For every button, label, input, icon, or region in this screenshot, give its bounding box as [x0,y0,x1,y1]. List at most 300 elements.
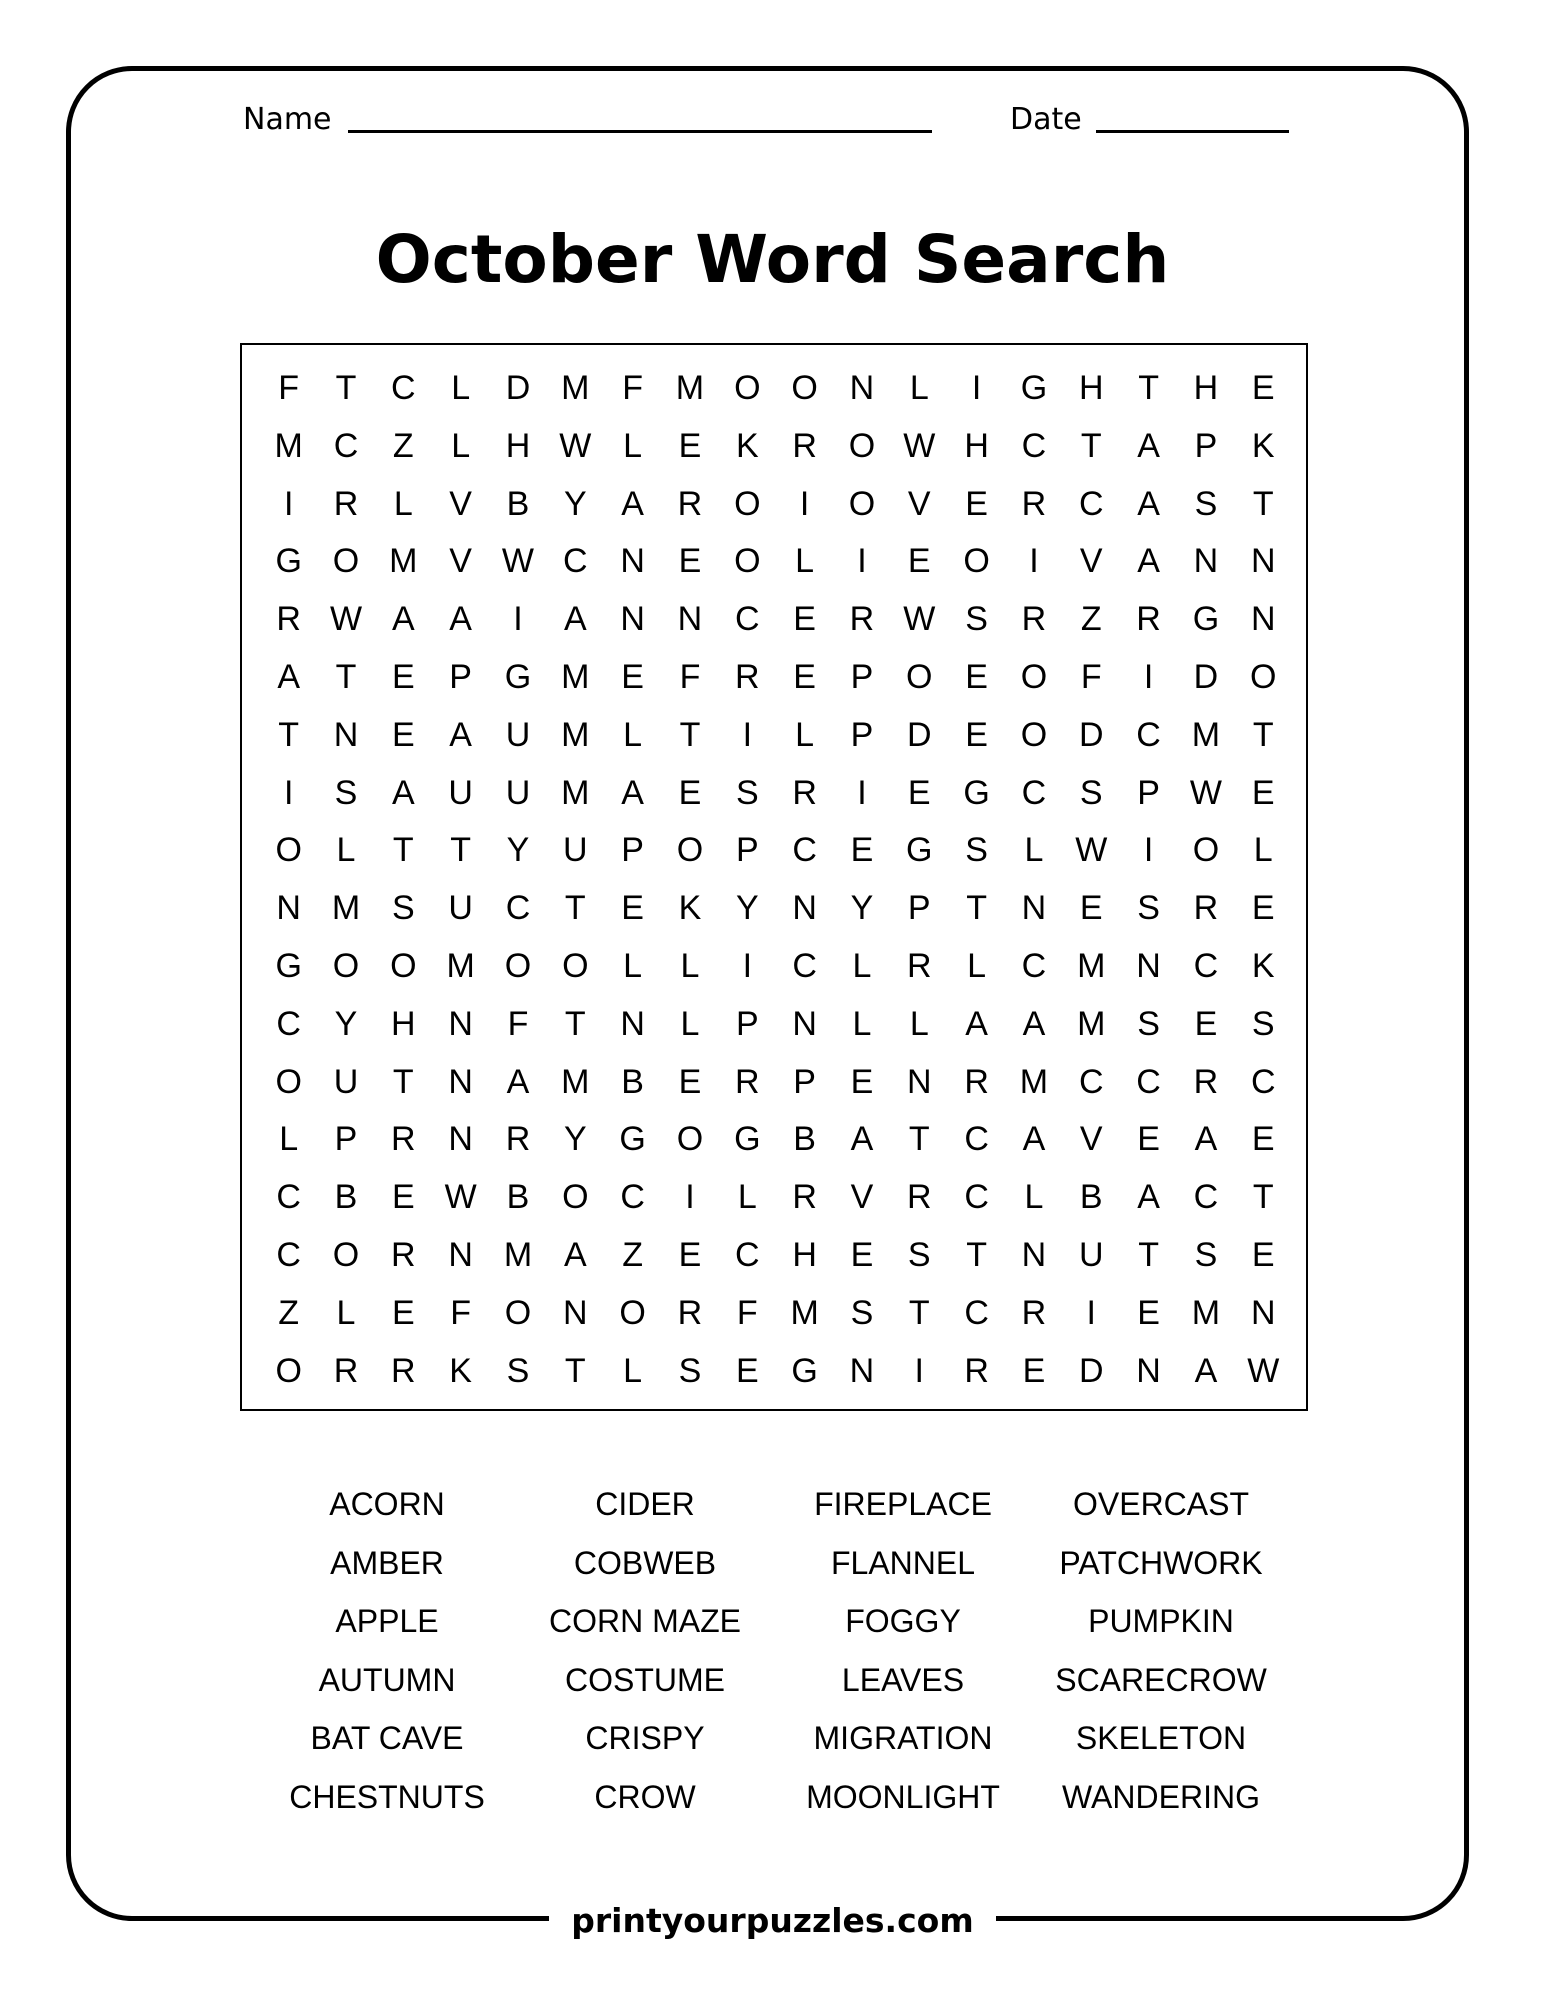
grid-letter[interactable]: O [734,484,761,523]
grid-letter[interactable]: O [848,484,876,523]
grid-letter[interactable]: I [685,1178,695,1217]
grid-letter[interactable]: C [1021,773,1047,812]
grid-letter[interactable]: R [391,1351,416,1390]
grid-letter[interactable]: A [1137,542,1160,581]
grid-letter[interactable]: N [906,1062,932,1101]
grid-letter[interactable]: P [1194,426,1218,465]
grid-letter[interactable]: H [1078,369,1104,407]
grid-letter[interactable]: R [735,1062,760,1101]
grid-letter[interactable]: N [1250,542,1276,581]
grid-letter[interactable]: H [792,1235,817,1274]
grid-letter[interactable]: W [903,426,936,465]
grid-letter[interactable]: E [965,484,988,523]
grid-letter[interactable]: M [1191,1293,1221,1332]
grid-letter[interactable]: T [564,1351,586,1390]
grid-letter[interactable]: T [908,1293,930,1332]
grid-letter[interactable]: B [621,1062,644,1101]
grid-letter[interactable]: L [623,1351,643,1390]
grid-letter[interactable]: C [792,831,817,870]
grid-letter[interactable]: I [857,773,867,812]
grid-letter[interactable]: W [1075,831,1108,870]
grid-letter[interactable]: Z [392,426,414,465]
grid-letter[interactable]: N [849,1351,875,1390]
grid-letter[interactable]: R [505,1120,531,1159]
grid-letter[interactable]: T [335,369,357,407]
grid-letter[interactable]: E [1251,889,1275,928]
grid-letter[interactable]: L [852,1004,872,1043]
grid-letter[interactable]: B [1079,1178,1103,1217]
grid-letter[interactable]: C [333,426,359,465]
grid-letter[interactable]: W [1189,773,1222,812]
grid-letter[interactable]: M [389,542,418,581]
grid-letter[interactable]: U [563,831,588,870]
grid-letter[interactable]: L [336,1293,356,1332]
grid-letter[interactable]: E [678,773,702,812]
grid-letter[interactable]: M [446,946,475,985]
grid-letter[interactable]: R [964,1351,989,1390]
grid-letter[interactable]: E [907,773,931,812]
grid-letter[interactable]: T [450,831,472,870]
grid-letter[interactable]: R [964,1062,989,1101]
grid-letter[interactable]: O [734,369,761,407]
grid-letter[interactable]: T [1080,426,1102,465]
grid-letter[interactable]: E [391,657,415,696]
grid-letter[interactable]: P [1137,773,1160,812]
grid-letter[interactable]: I [742,715,753,754]
grid-letter[interactable]: P [907,889,931,928]
grid-letter[interactable]: T [564,1004,586,1043]
grid-letter[interactable]: C [1193,946,1219,985]
grid-letter[interactable]: M [503,1235,533,1274]
grid-letter[interactable]: F [736,1293,758,1332]
grid-letter[interactable]: P [850,657,874,696]
grid-letter[interactable]: K [1251,946,1275,985]
grid-letter[interactable]: Z [622,1235,644,1274]
grid-letter[interactable]: Y [563,484,587,523]
grid-letter[interactable]: M [561,773,590,812]
grid-letter[interactable]: N [448,1235,473,1274]
grid-letter[interactable]: C [620,1178,645,1217]
grid-letter[interactable]: Z [278,1293,300,1332]
grid-letter[interactable]: D [1078,1351,1104,1390]
grid-letter[interactable]: C [964,1178,989,1217]
grid-letter[interactable]: U [448,889,473,928]
grid-letter[interactable]: G [275,542,302,581]
grid-letter[interactable]: N [849,369,875,407]
grid-letter[interactable]: R [1193,889,1219,928]
grid-letter[interactable]: P [621,831,644,870]
grid-letter[interactable]: K [449,1351,472,1390]
grid-letter[interactable]: L [680,946,700,985]
grid-letter[interactable]: A [563,1235,587,1274]
grid-letter[interactable]: G [619,1120,646,1159]
grid-letter[interactable]: S [735,773,759,812]
grid-letter[interactable]: B [793,1120,816,1159]
grid-letter[interactable]: O [906,657,933,696]
grid-letter[interactable]: D [1193,657,1219,696]
grid-letter[interactable]: E [793,600,816,639]
grid-letter[interactable]: T [392,831,414,870]
grid-letter[interactable]: R [677,1293,703,1332]
grid-letter[interactable]: G [275,946,302,985]
grid-letter[interactable]: S [1079,773,1103,812]
grid-letter[interactable]: G [963,773,990,812]
grid-letter[interactable]: O [504,946,532,985]
grid-letter[interactable]: E [793,657,816,696]
grid-letter[interactable]: F [622,369,644,407]
grid-letter[interactable]: R [276,600,301,639]
grid-letter[interactable]: N [620,600,645,639]
grid-letter[interactable]: H [391,1004,416,1043]
grid-letter[interactable]: M [561,369,590,407]
grid-letter[interactable]: L [967,946,987,985]
grid-letter[interactable]: K [1251,426,1275,465]
name-line[interactable] [348,130,932,133]
grid-letter[interactable]: C [964,1293,989,1332]
grid-letter[interactable]: P [334,1120,358,1159]
grid-letter[interactable]: R [1021,484,1047,523]
grid-letter[interactable]: E [621,889,644,928]
grid-letter[interactable]: D [1078,715,1104,754]
grid-letter[interactable]: P [793,1062,816,1101]
grid-letter[interactable]: O [676,1120,704,1159]
grid-letter[interactable]: M [1077,1004,1106,1043]
grid-letter[interactable]: E [391,1293,415,1332]
grid-letter[interactable]: I [283,773,294,812]
grid-letter[interactable]: E [678,1235,702,1274]
grid-letter[interactable]: C [1136,715,1161,754]
grid-letter[interactable]: B [506,484,530,523]
grid-letter[interactable]: A [391,600,415,639]
grid-letter[interactable]: C [735,1235,760,1274]
grid-letter[interactable]: W [903,600,936,639]
grid-letter[interactable]: O [1250,657,1277,696]
grid-letter[interactable]: T [335,657,357,696]
grid-letter[interactable]: N [792,1004,817,1043]
grid-letter[interactable]: W [1247,1351,1280,1390]
grid-letter[interactable]: M [274,426,303,465]
grid-letter[interactable]: R [1136,600,1161,639]
grid-letter[interactable]: R [677,484,703,523]
grid-letter[interactable]: C [1136,1062,1161,1101]
grid-letter[interactable]: S [506,1351,530,1390]
grid-letter[interactable]: K [678,889,702,928]
grid-letter[interactable]: E [678,426,702,465]
grid-letter[interactable]: C [391,369,416,407]
grid-letter[interactable]: S [965,831,988,870]
grid-letter[interactable]: T [564,889,586,928]
grid-letter[interactable]: O [562,1178,589,1217]
grid-letter[interactable]: T [392,1062,414,1101]
grid-letter[interactable]: F [507,1004,529,1043]
grid-letter[interactable]: S [907,1235,931,1274]
grid-letter[interactable]: A [621,773,644,812]
grid-letter[interactable]: A [1137,1178,1160,1217]
grid-letter[interactable]: O [504,1293,532,1332]
grid-letter[interactable]: T [1252,715,1274,754]
grid-letter[interactable]: A [1194,1120,1218,1159]
grid-letter[interactable]: L [909,1004,929,1043]
grid-letter[interactable]: O [619,1293,646,1332]
grid-letter[interactable]: U [1078,1235,1104,1274]
grid-letter[interactable]: K [735,426,759,465]
grid-letter[interactable]: G [791,1351,818,1390]
grid-letter[interactable]: V [907,484,931,523]
grid-letter[interactable]: N [448,1004,473,1043]
grid-letter[interactable]: G [504,657,532,696]
grid-letter[interactable]: I [1143,657,1154,696]
grid-letter[interactable]: V [1079,542,1103,581]
grid-letter[interactable]: L [1024,1178,1044,1217]
grid-letter[interactable]: D [906,715,932,754]
grid-letter[interactable]: R [333,484,359,523]
grid-letter[interactable]: A [1194,1351,1218,1390]
grid-letter[interactable]: I [742,946,753,985]
grid-letter[interactable]: S [850,1293,874,1332]
grid-letter[interactable]: E [391,715,415,754]
grid-letter[interactable]: T [1252,1178,1274,1217]
grid-letter[interactable]: L [1253,831,1273,870]
grid-letter[interactable]: R [906,1178,932,1217]
grid-letter[interactable]: A [449,600,472,639]
grid-letter[interactable]: L [737,1178,757,1217]
grid-letter[interactable]: N [276,889,301,928]
grid-letter[interactable]: S [1137,889,1160,928]
grid-letter[interactable]: Z [1080,600,1102,639]
grid-letter[interactable]: L [451,426,471,465]
grid-letter[interactable]: E [850,1062,874,1101]
grid-letter[interactable]: D [505,369,531,407]
grid-letter[interactable]: S [391,889,415,928]
grid-letter[interactable]: R [792,1178,817,1217]
grid-letter[interactable]: T [1252,484,1274,523]
grid-letter[interactable]: O [562,946,589,985]
grid-letter[interactable]: E [1079,889,1103,928]
grid-letter[interactable]: R [792,773,817,812]
grid-letter[interactable]: S [678,1351,702,1390]
grid-letter[interactable]: Y [735,889,759,928]
grid-letter[interactable]: H [1193,369,1219,407]
grid-letter[interactable]: T [278,715,300,754]
grid-letter[interactable]: O [676,831,704,870]
grid-letter[interactable]: S [334,773,358,812]
grid-letter[interactable]: A [563,600,587,639]
grid-letter[interactable]: R [906,946,932,985]
grid-letter[interactable]: Y [850,889,874,928]
grid-letter[interactable]: E [1137,1120,1160,1159]
grid-letter[interactable]: H [964,426,989,465]
grid-letter[interactable]: O [275,1062,302,1101]
grid-letter[interactable]: L [852,946,872,985]
grid-letter[interactable]: E [1251,1235,1275,1274]
grid-letter[interactable]: C [735,600,760,639]
grid-letter[interactable]: N [677,600,703,639]
grid-letter[interactable]: P [735,831,759,870]
grid-letter[interactable]: O [848,426,876,465]
grid-letter[interactable]: C [1078,1062,1104,1101]
grid-letter[interactable]: S [1251,1004,1275,1043]
grid-letter[interactable]: L [1024,831,1044,870]
grid-letter[interactable]: A [449,715,472,754]
grid-letter[interactable]: V [1079,1120,1103,1159]
grid-letter[interactable]: O [734,542,761,581]
grid-letter[interactable]: C [276,1235,301,1274]
grid-letter[interactable]: E [621,657,644,696]
grid-letter[interactable]: C [1021,426,1047,465]
grid-letter[interactable]: P [850,715,874,754]
grid-letter[interactable]: R [849,600,875,639]
grid-letter[interactable]: B [506,1178,530,1217]
grid-letter[interactable]: A [277,657,300,696]
grid-letter[interactable]: M [1077,946,1106,985]
grid-letter[interactable]: V [449,542,472,581]
grid-letter[interactable]: S [1194,484,1218,523]
grid-letter[interactable]: E [735,1351,759,1390]
grid-letter[interactable]: F [679,657,701,696]
grid-letter[interactable]: I [1086,1293,1096,1332]
grid-letter[interactable]: T [679,715,701,754]
grid-letter[interactable]: U [448,773,473,812]
grid-letter[interactable]: M [331,889,361,928]
grid-letter[interactable]: R [1193,1062,1219,1101]
grid-letter[interactable]: O [332,946,360,985]
grid-letter[interactable]: I [857,542,867,581]
grid-letter[interactable]: W [444,1178,477,1217]
grid-letter[interactable]: O [275,831,302,870]
grid-letter[interactable]: N [1136,1351,1161,1390]
grid-letter[interactable]: W [559,426,592,465]
grid-letter[interactable]: U [505,773,531,812]
grid-letter[interactable]: A [621,484,644,523]
grid-letter[interactable]: L [795,542,815,581]
grid-letter[interactable]: N [620,542,645,581]
grid-letter[interactable]: M [561,657,590,696]
grid-letter[interactable]: R [333,1351,359,1390]
grid-letter[interactable]: I [1143,831,1154,870]
grid-letter[interactable]: A [391,773,415,812]
grid-letter[interactable]: C [964,1120,989,1159]
grid-letter[interactable]: O [332,542,360,581]
grid-letter[interactable]: N [448,1120,473,1159]
grid-letter[interactable]: L [680,1004,700,1043]
grid-letter[interactable]: E [391,1178,415,1217]
grid-letter[interactable]: M [561,715,590,754]
grid-letter[interactable]: N [563,1293,588,1332]
grid-letter[interactable]: C [1021,946,1047,985]
grid-letter[interactable]: U [505,715,531,754]
grid-letter[interactable]: P [735,1004,759,1043]
grid-letter[interactable]: S [965,600,988,639]
grid-letter[interactable]: N [1021,889,1047,928]
grid-letter[interactable]: N [1250,600,1276,639]
grid-letter[interactable]: H [505,426,531,465]
grid-letter[interactable]: C [1250,1062,1276,1101]
date-line[interactable] [1096,130,1289,133]
grid-letter[interactable]: O [275,1351,302,1390]
grid-letter[interactable]: V [449,484,472,523]
grid-letter[interactable]: E [1251,1120,1275,1159]
grid-letter[interactable]: M [675,369,705,407]
grid-letter[interactable]: O [390,946,417,985]
grid-letter[interactable]: M [561,1062,590,1101]
grid-letter[interactable]: E [965,657,988,696]
grid-letter[interactable]: G [906,831,933,870]
grid-letter[interactable]: A [1137,484,1160,523]
grid-letter[interactable]: O [963,542,990,581]
grid-letter[interactable]: C [505,889,531,928]
grid-letter[interactable]: I [799,484,810,523]
grid-letter[interactable]: E [678,1062,702,1101]
grid-letter[interactable]: N [1193,542,1219,581]
grid-letter[interactable]: R [792,426,817,465]
grid-letter[interactable]: I [971,369,982,407]
grid-letter[interactable]: E [1251,369,1275,407]
grid-letter[interactable]: W [501,542,535,581]
grid-letter[interactable]: E [1251,773,1275,812]
grid-letter[interactable]: E [1194,1004,1218,1043]
grid-letter[interactable]: G [734,1120,761,1159]
grid-letter[interactable]: T [1138,1235,1159,1274]
grid-letter[interactable]: L [623,946,643,985]
grid-letter[interactable]: O [332,1235,360,1274]
grid-letter[interactable]: R [391,1235,416,1274]
grid-letter[interactable]: E [1137,1293,1160,1332]
grid-letter[interactable]: B [334,1178,358,1217]
grid-letter[interactable]: N [620,1004,645,1043]
grid-letter[interactable]: R [735,657,760,696]
grid-letter[interactable]: R [1021,600,1047,639]
grid-letter[interactable]: N [1250,1293,1276,1332]
grid-letter[interactable]: L [336,831,356,870]
grid-letter[interactable]: M [1019,1062,1049,1101]
grid-letter[interactable]: V [850,1178,874,1217]
grid-letter[interactable]: I [283,484,294,523]
grid-letter[interactable]: L [623,426,643,465]
grid-letter[interactable]: A [1137,426,1160,465]
grid-letter[interactable]: L [279,1120,299,1159]
grid-letter[interactable]: U [333,1062,359,1101]
grid-letter[interactable]: C [276,1178,301,1217]
grid-letter[interactable]: N [1136,946,1161,985]
grid-letter[interactable]: I [1029,542,1039,581]
grid-letter[interactable]: N [333,715,359,754]
grid-letter[interactable]: T [966,1235,987,1274]
grid-letter[interactable]: L [451,369,471,407]
grid-letter[interactable]: C [1078,484,1104,523]
grid-letter[interactable]: A [1022,1004,1046,1043]
grid-letter[interactable]: C [563,542,588,581]
grid-letter[interactable]: F [450,1293,472,1332]
grid-letter[interactable]: F [278,369,300,407]
grid-letter[interactable]: E [678,542,702,581]
grid-letter[interactable]: T [966,889,987,928]
grid-letter[interactable]: W [329,600,363,639]
grid-letter[interactable]: O [1192,831,1220,870]
grid-letter[interactable]: Y [563,1120,587,1159]
grid-letter[interactable]: C [1193,1178,1219,1217]
grid-letter[interactable]: E [965,715,988,754]
grid-letter[interactable]: Y [334,1004,358,1043]
grid-letter[interactable]: N [448,1062,473,1101]
grid-letter[interactable]: G [1020,369,1048,407]
grid-letter[interactable]: R [391,1120,416,1159]
grid-letter[interactable]: C [792,946,817,985]
grid-letter[interactable]: F [1080,657,1102,696]
grid-letter[interactable]: C [276,1004,301,1043]
grid-letter[interactable]: A [1022,1120,1046,1159]
grid-letter[interactable]: M [790,1293,819,1332]
grid-letter[interactable]: A [506,1062,530,1101]
